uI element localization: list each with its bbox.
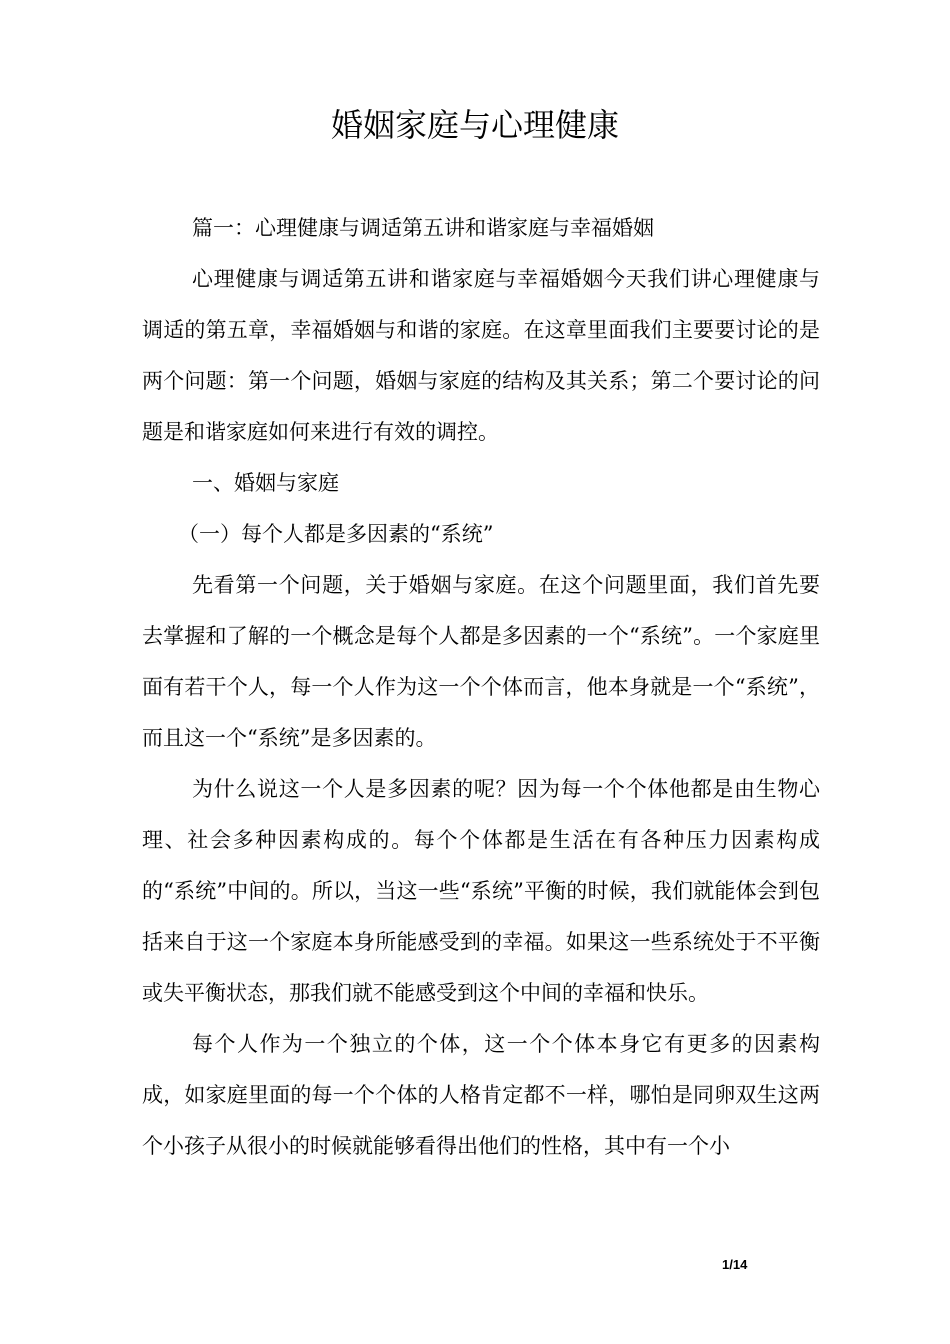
page-number: 1/14 xyxy=(722,1257,748,1272)
document-body xyxy=(142,203,820,1172)
body-paragraph: 为什么说这一个人是多因素的呢？因为每一个个体他都是由生物心理、社会多种因素构成的。每个个体都是生活在有各种压力因素构成的“系统”中间的。所以，当这一些“系统”平衡的时候，我们就能体会到包括来自于这一个家庭本身所能感受到的幸福。如果这一些系统处于不平衡或失平衡状态，那我们就不能感受到这个中间的幸福和快乐。 xyxy=(142,777,820,1005)
body-paragraph: 每个人作为一个独立的个体，这一个个体本身它有更多的因素构成，如家庭里面的每一个个体的人格肯定都不一样，哪怕是同卵双生这两个小孩子从很小的时候就能够看得出他们的性格，其中有一个小 xyxy=(142,1032,820,1158)
document-title: 婚姻家庭与心理健康 xyxy=(330,106,619,144)
body-paragraph: 心理健康与调适第五讲和谐家庭与幸福婚姻今天我们讲心理健康与调适的第五章，幸福婚姻与和谐的家庭。在这章里面我们主要要讨论的是两个问题：第一个问题，婚姻与家庭的结构及其关系；第二个要讨论的问题是和谐家庭如何来进行有效的调控。 xyxy=(142,267,820,444)
body-paragraph: 先看第一个问题，关于婚姻与家庭。在这个问题里面，我们首先要去掌握和了解的一个概念是每个人都是多因素的一个“系统”。一个家庭里面有若干个人，每一个人作为这一个个体而言，他本身就是一个“系统”，而且这一个“系统”是多因素的。 xyxy=(142,573,820,750)
section-heading-marriage-family: 一、婚姻与家庭 xyxy=(192,471,339,495)
subsection-heading-system: （一）每个人都是多因素的“系统” xyxy=(178,522,494,546)
section-heading-part-one: 篇一：心理健康与调适第五讲和谐家庭与幸福婚姻 xyxy=(192,216,654,240)
